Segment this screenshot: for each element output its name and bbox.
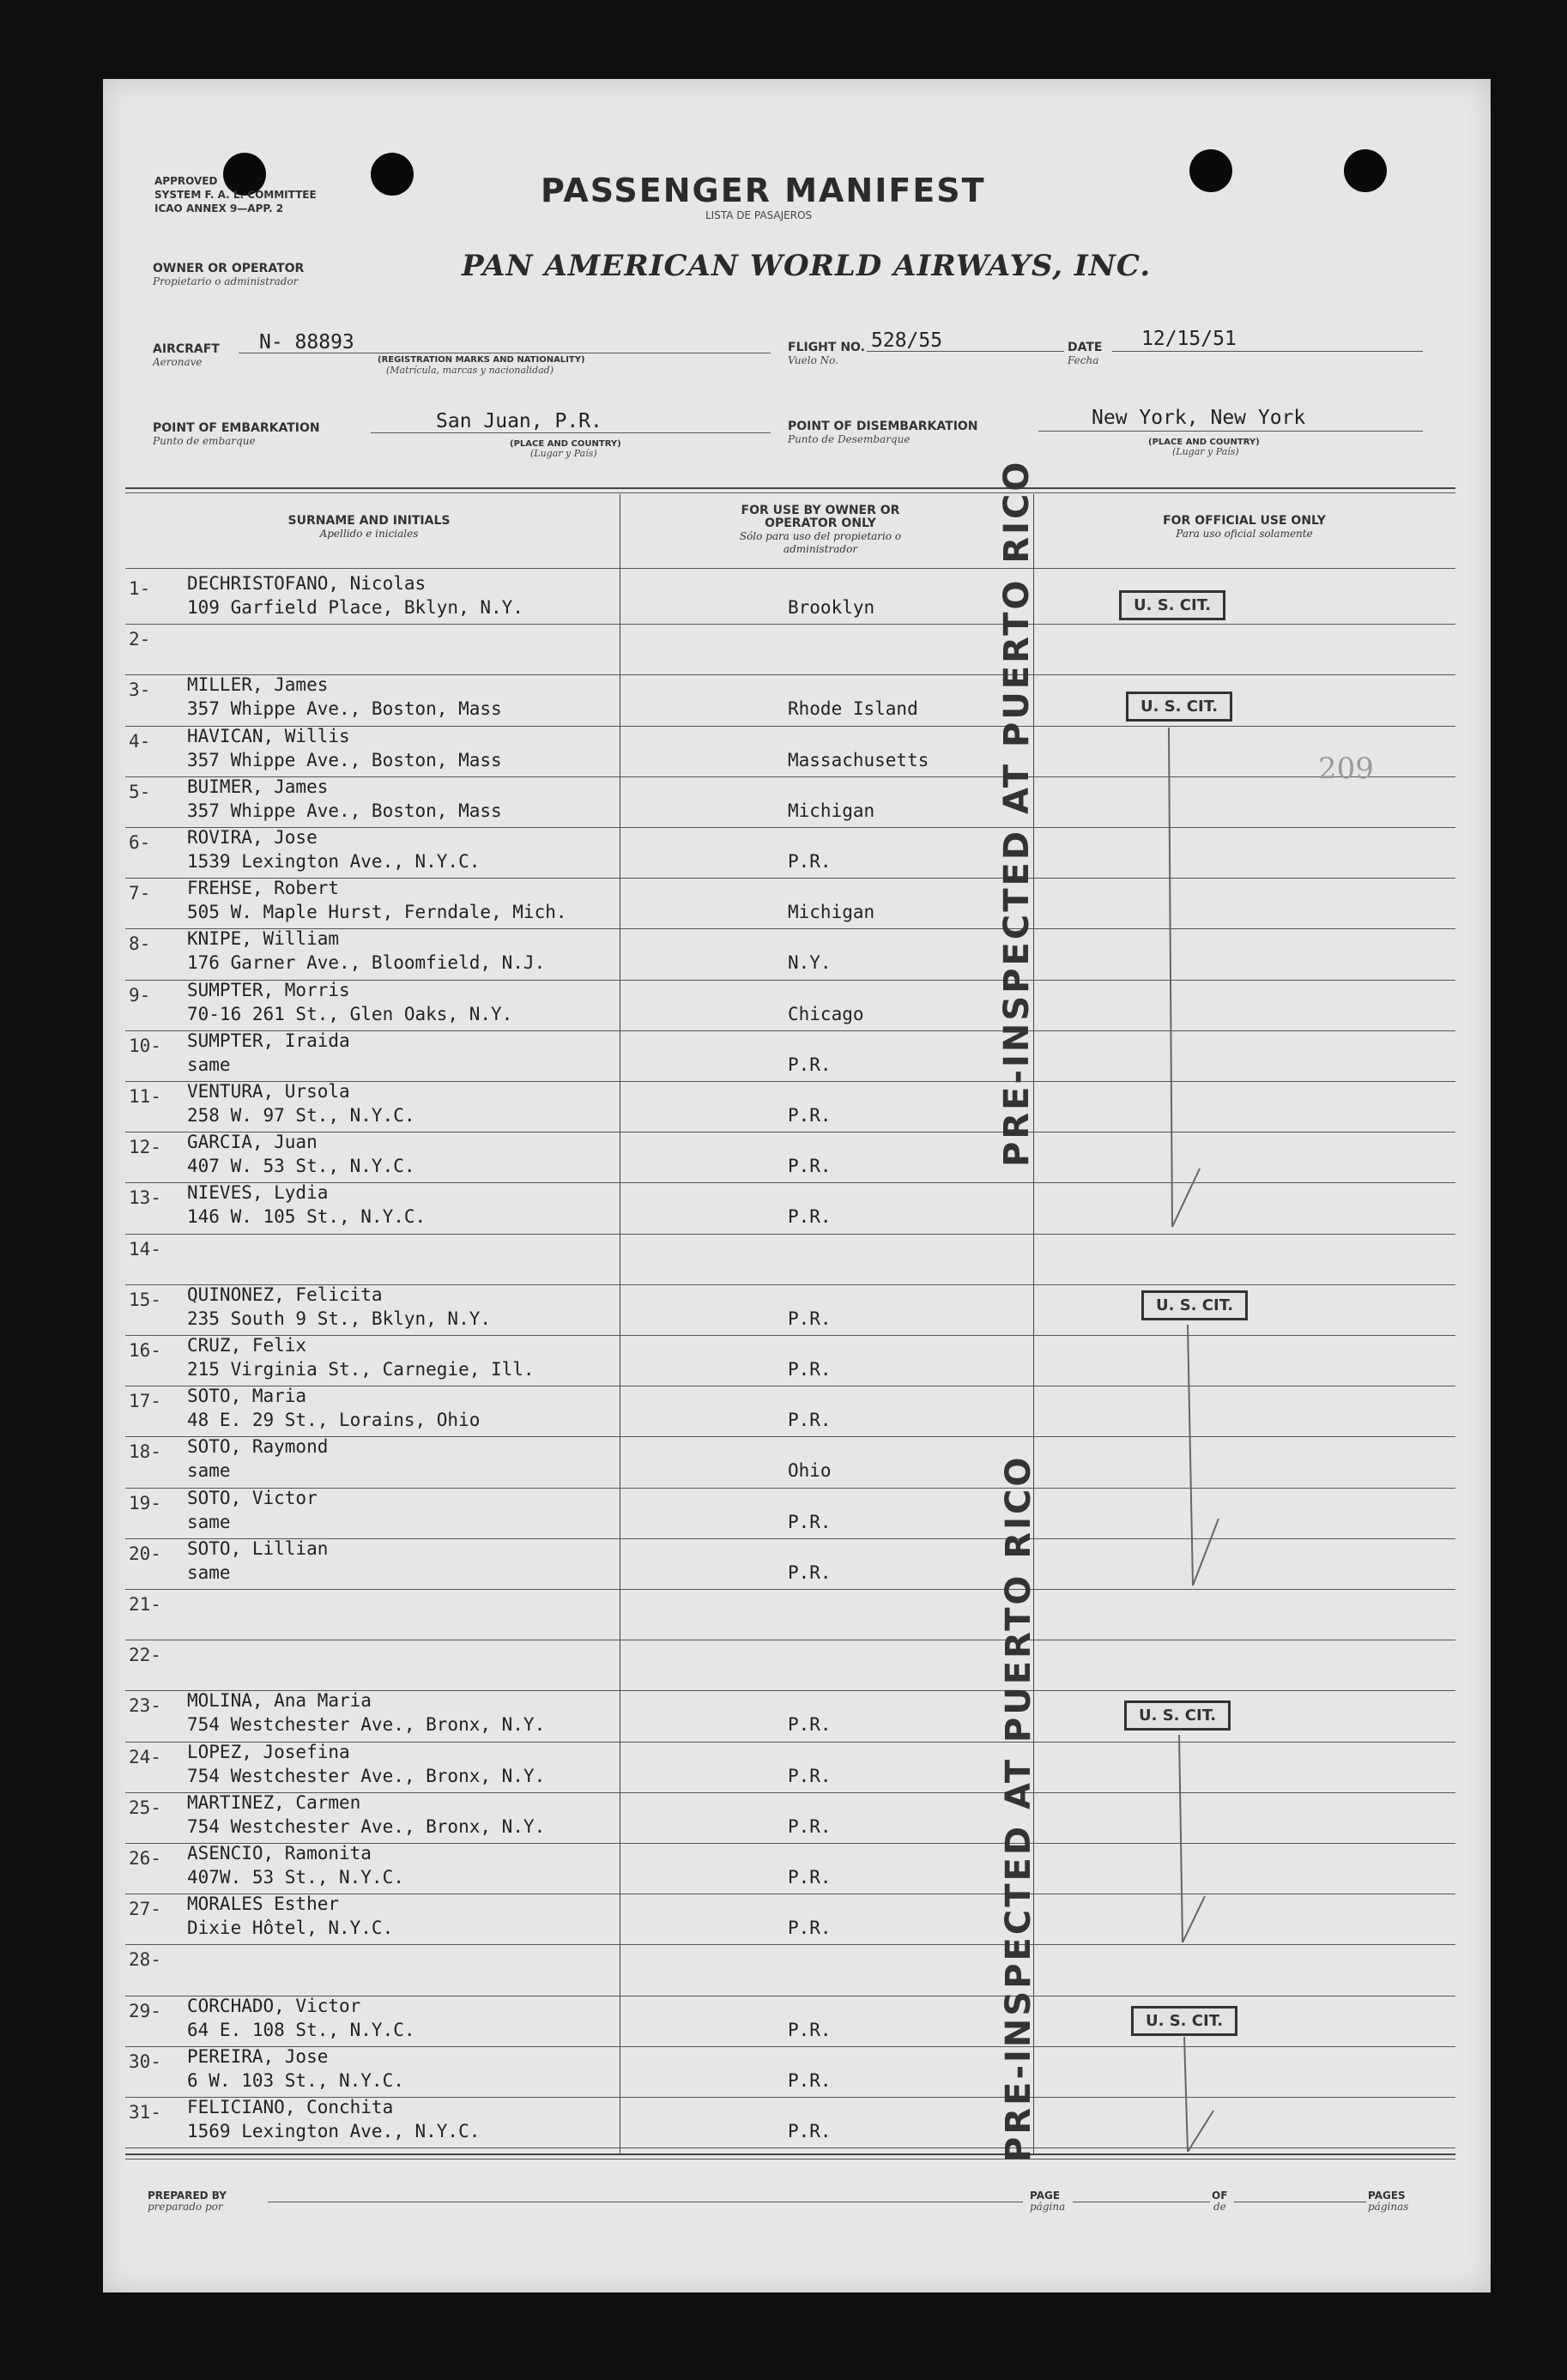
row-number: 24- (129, 1746, 161, 1767)
passenger-name: VENTURA, Ursola (187, 1081, 350, 1102)
passenger-address: 357 Whippe Ave., Boston, Mass (187, 800, 502, 821)
embark-label: POINT OF EMBARKATION (153, 421, 320, 435)
row-number: 2- (129, 629, 151, 650)
passenger-name: NIEVES, Lydia (187, 1182, 329, 1204)
passenger-name: CORCHADO, Victor (187, 1995, 361, 2016)
embark-place-label-es: (Lugar y País) (530, 448, 597, 459)
us-cit-stamp: U. S. CIT. (1119, 590, 1225, 620)
passenger-destination: P.R. (788, 1815, 832, 1837)
approval-line-2: SYSTEM F. A. L. COMMITTEE (154, 189, 317, 201)
passenger-name: KNIPE, William (187, 928, 340, 950)
row-number: 27- (129, 1899, 161, 1920)
row-number: 4- (129, 730, 151, 752)
passenger-name: MILLER, James (187, 674, 329, 696)
registration-label: (REGISTRATION MARKS AND NATIONALITY) (378, 355, 585, 365)
date-label: DATE (1068, 341, 1103, 354)
row-number: 3- (129, 680, 151, 701)
passenger-name: DECHRISTOFANO, Nicolas (187, 573, 427, 594)
row-number: 28- (129, 1949, 161, 1971)
passenger-address: 357 Whippe Ave., Boston, Mass (187, 749, 502, 770)
passenger-address: 1569 Lexington Ave., N.Y.C. (187, 2121, 481, 2141)
passenger-name: FELICIANO, Conchita (187, 2097, 394, 2117)
row-number: 22- (129, 1645, 161, 1666)
passenger-address: 109 Garfield Place, Bklyn, N.Y. (187, 597, 523, 618)
row-number: 7- (129, 883, 151, 904)
pages-label: PAGES (1368, 2190, 1406, 2202)
row-number: 6- (129, 832, 151, 853)
passenger-destination: P.R. (788, 1359, 832, 1380)
passenger-name: ASENCIO, Ramonita (187, 1843, 372, 1864)
passenger-destination: P.R. (788, 1511, 832, 1532)
us-cit-stamp: U. S. CIT. (1124, 1700, 1231, 1731)
passenger-address: 215 Virginia St., Carnegie, Ill. (187, 1359, 535, 1380)
flight-label: FLIGHT NO. (788, 341, 865, 354)
passenger-address: 6 W. 103 St., N.Y.C. (187, 2069, 404, 2091)
row-number: 25- (129, 1797, 161, 1818)
row-number: 11- (129, 1086, 161, 1107)
pre-inspected-stamp: PRE-INSPECTED AT PUERTO RICO (999, 1454, 1038, 2162)
page-label: PAGE (1030, 2190, 1061, 2202)
passenger-name: GARCIA, Juan (187, 1132, 318, 1153)
passenger-name: MARTINEZ, Carmen (187, 1791, 361, 1813)
passenger-name: CRUZ, Felix (187, 1335, 307, 1356)
passenger-destination: P.R. (788, 1410, 832, 1431)
passenger-destination: Brooklyn (788, 597, 875, 618)
us-cit-stamp: U. S. CIT. (1126, 692, 1232, 722)
passenger-destination: P.R. (788, 2019, 832, 2040)
passenger-destination: Chicago (788, 1003, 864, 1024)
disembark-place-label: (PLACE AND COUNTRY) (1148, 438, 1260, 447)
page-label-es: página (1030, 2201, 1066, 2213)
approval-line-3: ICAO ANNEX 9—APP. 2 (154, 202, 284, 214)
flight-value: 528/55 (871, 329, 943, 352)
row-number: 20- (129, 1543, 161, 1564)
passenger-destination: P.R. (788, 1561, 832, 1583)
row-number: 23- (129, 1695, 161, 1717)
passenger-name: BUIMER, James (187, 776, 329, 797)
column-owner-use-en: FOR USE BY OWNER OR OPERATOR ONLY (741, 504, 900, 530)
passenger-address: same (187, 1561, 231, 1583)
passenger-destination: Rhode Island (788, 698, 918, 720)
passenger-address: 64 E. 108 St., N.Y.C. (187, 2019, 415, 2040)
row-number: 14- (129, 1238, 161, 1259)
passenger-name: QUINONEZ, Felicita (187, 1284, 383, 1305)
passenger-name: SUMPTER, Morris (187, 979, 350, 1000)
passenger-address: 407 W. 53 St., N.Y.C. (187, 1156, 415, 1177)
row-number: 16- (129, 1340, 161, 1361)
passenger-destination: P.R. (788, 1867, 832, 1888)
disembark-label: POINT OF DISEMBARKATION (788, 420, 978, 433)
disembark-place-label-es: (Lugar y País) (1172, 446, 1239, 457)
passenger-destination: P.R. (788, 1308, 832, 1329)
passenger-address: 407W. 53 St., N.Y.C. (187, 1867, 404, 1888)
pre-inspected-stamp: PRE-INSPECTED AT PUERTO RICO (997, 459, 1037, 1167)
passenger-destination: P.R. (788, 1206, 832, 1228)
row-number: 10- (129, 1035, 161, 1056)
embark-label-es: Punto de embarque (153, 435, 256, 447)
disembark-value: New York, New York (1092, 407, 1306, 429)
column-owner-use-es: Sólo para uso del propietario o administrador (739, 530, 902, 555)
passenger-address: 70-16 261 St., Glen Oaks, N.Y. (187, 1003, 513, 1024)
row-number: 1- (129, 578, 151, 599)
of-label-es: de (1213, 2201, 1226, 2213)
row-number: 8- (129, 933, 151, 955)
row-number: 18- (129, 1441, 161, 1463)
passenger-destination: N.Y. (788, 952, 832, 974)
passenger-name: FREHSE, Robert (187, 878, 340, 899)
passenger-name: SOTO, Maria (187, 1386, 307, 1407)
passenger-name: MORALES Esther (187, 1894, 340, 1915)
row-number: 17- (129, 1391, 161, 1412)
passenger-address: 754 Westchester Ave., Bronx, N.Y. (187, 1815, 546, 1837)
row-number: 21- (129, 1594, 161, 1615)
passenger-address: 235 South 9 St., Bklyn, N.Y. (187, 1308, 492, 1329)
disembark-label-es: Punto de Desembarque (788, 433, 911, 445)
passenger-destination: P.R. (788, 1765, 832, 1786)
passenger-destination: P.R. (788, 1105, 832, 1126)
passenger-destination: Massachusetts (788, 749, 929, 770)
of-label: OF (1212, 2190, 1228, 2202)
passenger-name: ROVIRA, Jose (187, 827, 318, 848)
passenger-name: SOTO, Lillian (187, 1537, 329, 1559)
passenger-name: SOTO, Raymond (187, 1436, 329, 1458)
us-cit-stamp: U. S. CIT. (1131, 2006, 1237, 2036)
passenger-address: 1539 Lexington Ave., N.Y.C. (187, 851, 481, 872)
passenger-address: same (187, 1054, 231, 1075)
date-value: 12/15/51 (1141, 328, 1237, 350)
aircraft-label: AIRCRAFT (153, 342, 220, 356)
owner-label: OWNER OR OPERATOR (153, 262, 305, 275)
passenger-destination: P.R. (788, 1054, 832, 1075)
passenger-destination: P.R. (788, 2069, 832, 2091)
row-number: 29- (129, 2000, 161, 2021)
row-number: 15- (129, 1289, 161, 1310)
passenger-address: 258 W. 97 St., N.Y.C. (187, 1105, 415, 1126)
column-official-en: FOR OFFICIAL USE ONLY (1163, 514, 1326, 528)
row-number: 30- (129, 2051, 161, 2072)
approval-line-1: APPROVED (154, 175, 218, 187)
flight-label-es: Vuelo No. (788, 354, 838, 366)
passenger-address: 754 Westchester Ave., Bronx, N.Y. (187, 1714, 546, 1736)
date-label-es: Fecha (1068, 354, 1099, 366)
passenger-destination: Michigan (788, 800, 875, 821)
passenger-destination: Ohio (788, 1460, 832, 1482)
passenger-address: 48 E. 29 St., Lorains, Ohio (187, 1410, 481, 1431)
owner-label-es: Propietario o administrador (153, 275, 299, 287)
page-subtitle: LISTA DE PASAJEROS (705, 209, 813, 221)
column-names-en: SURNAME AND INITIALS (287, 514, 451, 528)
passenger-address: Dixie Hôtel, N.Y.C. (187, 1918, 394, 1939)
operator-name: PAN AMERICAN WORLD AIRWAYS, INC. (462, 249, 1152, 283)
row-number: 13- (129, 1187, 161, 1209)
passenger-destination: Michigan (788, 902, 875, 923)
passenger-address: 146 W. 105 St., N.Y.C. (187, 1206, 427, 1228)
passenger-destination: P.R. (788, 1918, 832, 1939)
passenger-name: LOPEZ, Josefina (187, 1741, 350, 1762)
passenger-destination: P.R. (788, 851, 832, 872)
row-number: 31- (129, 2102, 161, 2123)
column-names-es: Apellido e iniciales (319, 528, 419, 540)
passenger-destination: P.R. (788, 1156, 832, 1177)
passenger-destination: P.R. (788, 1714, 832, 1736)
row-number: 26- (129, 1848, 161, 1869)
embark-value: San Juan, P.R. (436, 410, 602, 432)
passenger-name: PEREIRA, Jose (187, 2045, 329, 2067)
pencil-number: 209 (1318, 752, 1374, 786)
row-number: 12- (129, 1137, 161, 1158)
prepared-by-label: PREPARED BY (148, 2190, 227, 2202)
aircraft-label-es: Aeronave (153, 356, 203, 368)
passenger-address: 505 W. Maple Hurst, Ferndale, Mich. (187, 902, 567, 923)
row-number: 19- (129, 1492, 161, 1513)
passenger-destination: P.R. (788, 2121, 832, 2141)
passenger-address: 176 Garner Ave., Bloomfield, N.J. (187, 952, 546, 974)
page-title: PASSENGER MANIFEST (541, 172, 986, 209)
passenger-name: SUMPTER, Iraida (187, 1030, 350, 1051)
prepared-by-label-es: preparado por (148, 2201, 223, 2213)
passenger-name: SOTO, Victor (187, 1487, 318, 1508)
column-official-es: Para uso oficial solamente (1176, 528, 1313, 540)
pages-label-es: páginas (1368, 2201, 1409, 2213)
passenger-address: same (187, 1460, 231, 1482)
passenger-address: 357 Whippe Ave., Boston, Mass (187, 698, 502, 720)
passenger-name: MOLINA, Ana Maria (187, 1690, 372, 1712)
passenger-address: same (187, 1511, 231, 1532)
aircraft-value: N- 88893 (259, 331, 354, 353)
row-number: 5- (129, 781, 151, 802)
embark-place-label: (PLACE AND COUNTRY) (510, 439, 621, 449)
us-cit-stamp: U. S. CIT. (1141, 1290, 1248, 1320)
row-number: 9- (129, 984, 151, 1006)
passenger-name: HAVICAN, Willis (187, 725, 350, 746)
passenger-address: 754 Westchester Ave., Bronx, N.Y. (187, 1765, 546, 1786)
registration-label-es: (Matrícula, marcas y nacionalidad) (386, 365, 554, 376)
